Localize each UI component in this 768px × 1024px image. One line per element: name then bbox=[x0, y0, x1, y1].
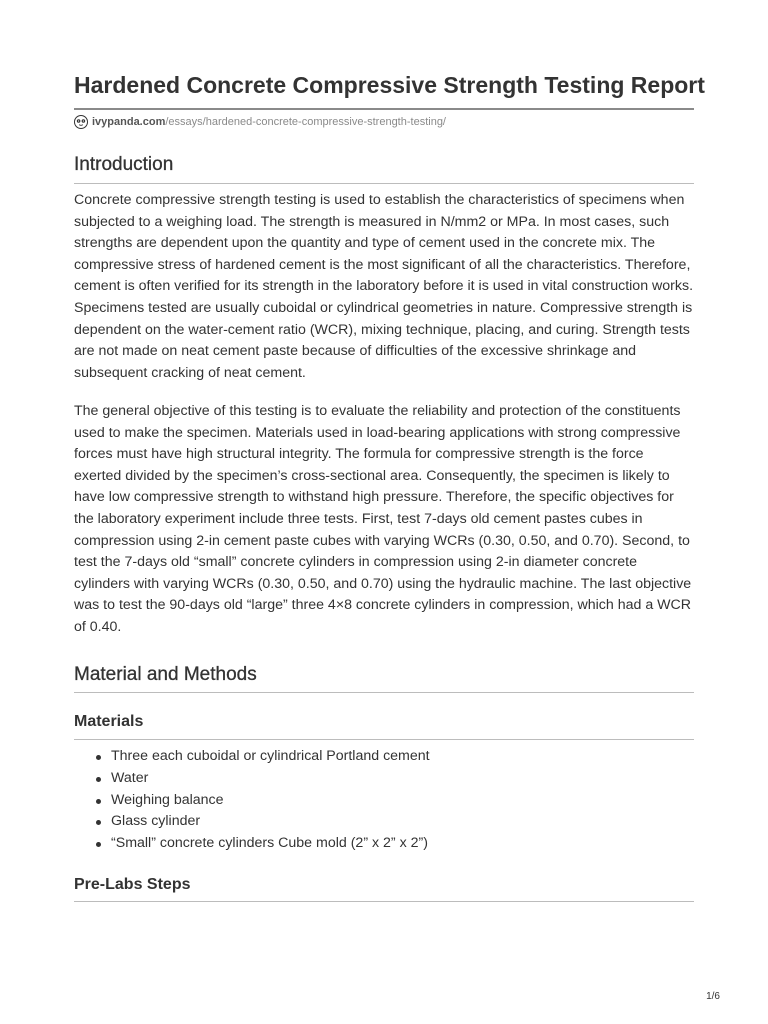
introduction-heading: Introduction bbox=[74, 154, 174, 175]
bullet-icon bbox=[96, 777, 101, 782]
list-item bbox=[74, 833, 694, 855]
list-item-text: Glass cylinder bbox=[111, 813, 201, 830]
introduction-paragraph-2: The general objective of this testing is to evaluate the reliability and protection of the constituents used to make the specimen. Materials used in load-bearing applications with strong compressive forces must have high structural integrity. The formula for compressive strength is the force exerted divided by the specimen’s cross-sectional area. Consequently, the specimen is likely to have low compressive strength to withstand high pressure. Therefore, the specific objectives for the laboratory experiment include three tests. First, test 7-days old cement pastes cubes in compression using 2-in cement paste cubes with varying WCRs (0.30, 0.50, and 0.70). Second, to test the 7-days old “small” concrete cylinders in compression using 2-in diameter concrete cylinders with varying WCRs (0.30, 0.50, and 0.70) using the hydraulic machine. The last objective was to test the 90-days old “large” three 4×8 concrete cylinders in compression, which had a WCR of 0.40. bbox=[74, 403, 692, 635]
list-item bbox=[74, 746, 694, 768]
list-item bbox=[74, 768, 694, 790]
title-divider bbox=[74, 108, 694, 110]
materials-list bbox=[74, 746, 694, 855]
bullet-icon bbox=[96, 842, 101, 847]
source-domain: ivypanda.com bbox=[92, 116, 166, 128]
material-methods-heading: Material and Methods bbox=[74, 664, 257, 685]
list-item-text: Three each cuboidal or cylindrical Portland cement bbox=[111, 748, 430, 764]
list-item-text: Water bbox=[111, 769, 149, 786]
prelabs-divider bbox=[74, 901, 694, 902]
list-item bbox=[74, 790, 694, 812]
page-number: 1/6 bbox=[706, 991, 720, 1002]
source-path: /essays/hardened-concrete-compressive-strength-testing/ bbox=[165, 116, 446, 128]
list-item-text: “Small” concrete cylinders Cube mold (2” x 2” x 2”) bbox=[111, 835, 428, 852]
list-item-text: Weighing balance bbox=[111, 791, 224, 808]
ivypanda-logo-icon bbox=[74, 115, 88, 129]
prelabs-heading: Pre-Labs Steps bbox=[74, 876, 191, 893]
bullet-icon bbox=[96, 755, 101, 760]
materials-heading: Materials bbox=[74, 713, 144, 730]
introduction-divider bbox=[74, 183, 694, 184]
document-title: Hardened Concrete Compressive Strength Testing Report bbox=[74, 72, 705, 98]
bullet-icon bbox=[96, 799, 101, 804]
bullet-icon bbox=[96, 820, 101, 825]
introduction-paragraph-1: Concrete compressive strength testing is used to establish the characteristics of specimens when subjected to a weighing load. The strength is measured in N/mm2 or MPa. In most cases, such strengths are dependent upon the quantity and type of cement used in the concrete mix. The compressive stress of hardened cement is the most significant of all the characteristics. Therefore, cement is often verified for its strength in the laboratory before it is used in vital construction works. Specimens tested are usually cuboidal or cylindrical geometries in nature. Compressive strength is dependent on the water-cement ratio (WCR), mixing technique, placing, and curing. Strength tests are not made on neat cement paste because of difficulties of the excessive shrinkage and subsequent cracking of neat cement. bbox=[74, 192, 694, 381]
materials-divider bbox=[74, 739, 694, 740]
list-item bbox=[74, 811, 694, 833]
material-methods-divider bbox=[74, 692, 694, 693]
source-link[interactable] bbox=[74, 114, 446, 130]
